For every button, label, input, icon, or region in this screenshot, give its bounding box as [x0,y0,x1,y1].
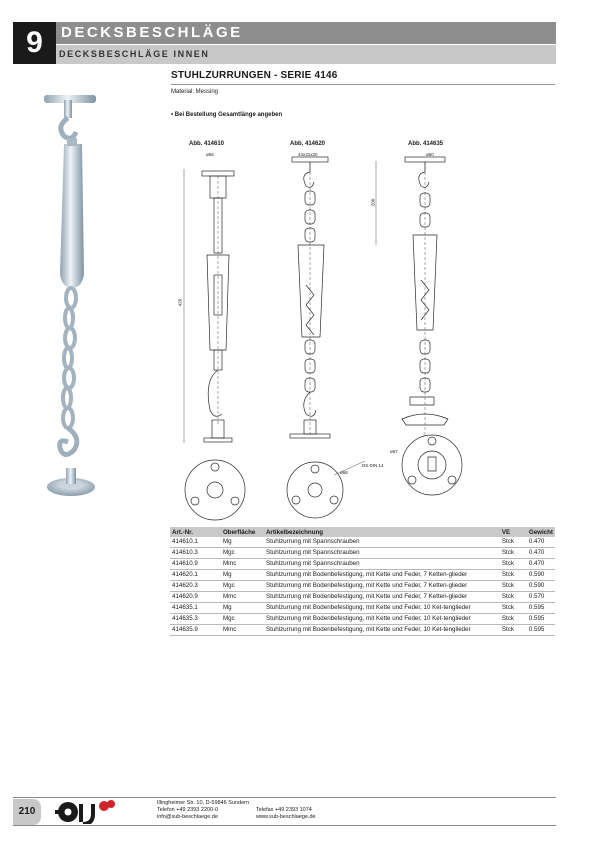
cell-description: Stuhlzurrung mit Bodenbefestigung, mit Kette und Feder, 10 Ket-tenglieder [264,625,500,636]
cell-description: Stuhlzurrung mit Bodenbefestigung, mit Kette und Feder, 10 Ket-tenglieder [264,614,500,625]
cell-art-nr: 414635.3 [170,614,221,625]
cell-surface: Mg [221,570,264,581]
cell-ve: Stck [500,603,527,614]
cell-weight: 0.470 [527,548,555,559]
material-text: Material: Messing [171,89,219,95]
cell-description: Stuhlzurrung mit Spannschrauben [264,559,500,570]
cell-ve: Stck [500,548,527,559]
cell-art-nr: 414620.3 [170,581,221,592]
dimension-label: ø50 [426,152,434,157]
col-header-surface: Oberfläche [221,527,264,537]
chapter-number: 9 [13,22,56,64]
table-row [170,625,555,636]
dimension-label: DS DIN 14 [362,463,384,468]
col-header-ve: VE [500,527,527,537]
table-row [170,570,555,581]
figure-label: Abb. 414610 [189,141,225,147]
table-row [170,581,555,592]
cell-weight: 0.470 [527,537,555,548]
col-header-description: Artikelbezeichnung [264,527,500,537]
dimension-label: 44x31x20 [298,152,318,157]
section-title: DECKSBESCHLÄGE [56,22,556,44]
cell-ve: Stck [500,570,527,581]
company-website[interactable]: www.sub-beschlaege.de [256,814,316,820]
table-row [170,537,555,548]
cell-art-nr: 414610.9 [170,559,221,570]
cell-surface: Mgc [221,614,264,625]
company-fax: Telefax +49 2393 1074 [256,807,312,813]
cell-description: Stuhlzurrung mit Bodenbefestigung, mit Kette und Feder, 7 Ketten-glieder [264,592,500,603]
company-email[interactable]: info@sub-beschlaege.de [157,814,218,820]
cell-description: Stuhlzurrung mit Bodenbefestigung, mit Kette und Feder, 10 Ket-tenglieder [264,603,500,614]
cell-ve: Stck [500,537,527,548]
dimension-label: ø56 [206,152,214,157]
cell-weight: 0.595 [527,614,555,625]
cell-surface: Mmc [221,559,264,570]
cell-ve: Stck [500,559,527,570]
cell-description: Stuhlzurrung mit Spannschrauben [264,548,500,559]
dimension-label: 200 [370,198,376,207]
page-number: 210 [13,799,41,825]
cell-weight: 0.595 [527,625,555,636]
cell-art-nr: 414620.1 [170,570,221,581]
cell-weight: 0.595 [527,603,555,614]
product-photo [40,92,110,502]
subsection-title: DECKSBESCHLÄGE INNEN [56,45,556,64]
cell-art-nr: 414635.1 [170,603,221,614]
cell-ve: Stck [500,592,527,603]
footer-divider [13,797,556,798]
table-header-row [170,527,555,537]
title-divider [171,84,555,85]
cell-art-nr: 414610.1 [170,537,221,548]
col-header-art-nr: Art.-Nr. [170,527,221,537]
table-row [170,614,555,625]
figure-label: Abb. 414620 [290,141,326,147]
footer-divider [13,825,556,826]
table-row [170,548,555,559]
cell-art-nr: 414635.9 [170,625,221,636]
figure-label: Abb. 414635 [408,141,444,147]
cell-description: Stuhlzurrung mit Bodenbefestigung, mit Kette und Feder, 7 Ketten-glieder [264,581,500,592]
cell-surface: Mg [221,603,264,614]
order-note: • Bei Bestellung Gesamtlänge angeben [171,112,283,118]
cell-art-nr: 414610.3 [170,548,221,559]
cell-weight: 0.590 [527,570,555,581]
cell-weight: 0.570 [527,592,555,603]
col-header-weight: Gewicht [527,527,555,537]
dimension-label: 420 [177,298,183,307]
cell-surface: Mg [221,537,264,548]
cell-surface: Mgc [221,548,264,559]
product-title: STUHLZURRUNGEN - SERIE 4146 [171,70,338,81]
cell-ve: Stck [500,581,527,592]
cell-description: Stuhlzurrung mit Bodenbefestigung, mit Kette und Feder, 7 Ketten-glieder [264,570,500,581]
cell-ve: Stck [500,614,527,625]
cell-ve: Stck [500,625,527,636]
cell-surface: Mgc [221,581,264,592]
dimension-label: ø67 [390,449,398,454]
technical-drawings [170,135,465,525]
cell-art-nr: 414620.9 [170,592,221,603]
product-table [170,527,555,636]
company-address: Illingheimer Str. 10, D-59846 Sundern [157,800,250,806]
table-row [170,592,555,603]
company-logo [55,800,115,824]
cell-description: Stuhlzurrung mit Spannschrauben [264,537,500,548]
cell-weight: 0.470 [527,559,555,570]
cell-surface: Mmc [221,592,264,603]
table-row [170,559,555,570]
cell-surface: Mmc [221,625,264,636]
table-row [170,603,555,614]
dimension-label: ø68 [340,470,348,475]
cell-weight: 0.590 [527,581,555,592]
company-phone: Telefon +49 2393 2200-0 [157,807,219,813]
